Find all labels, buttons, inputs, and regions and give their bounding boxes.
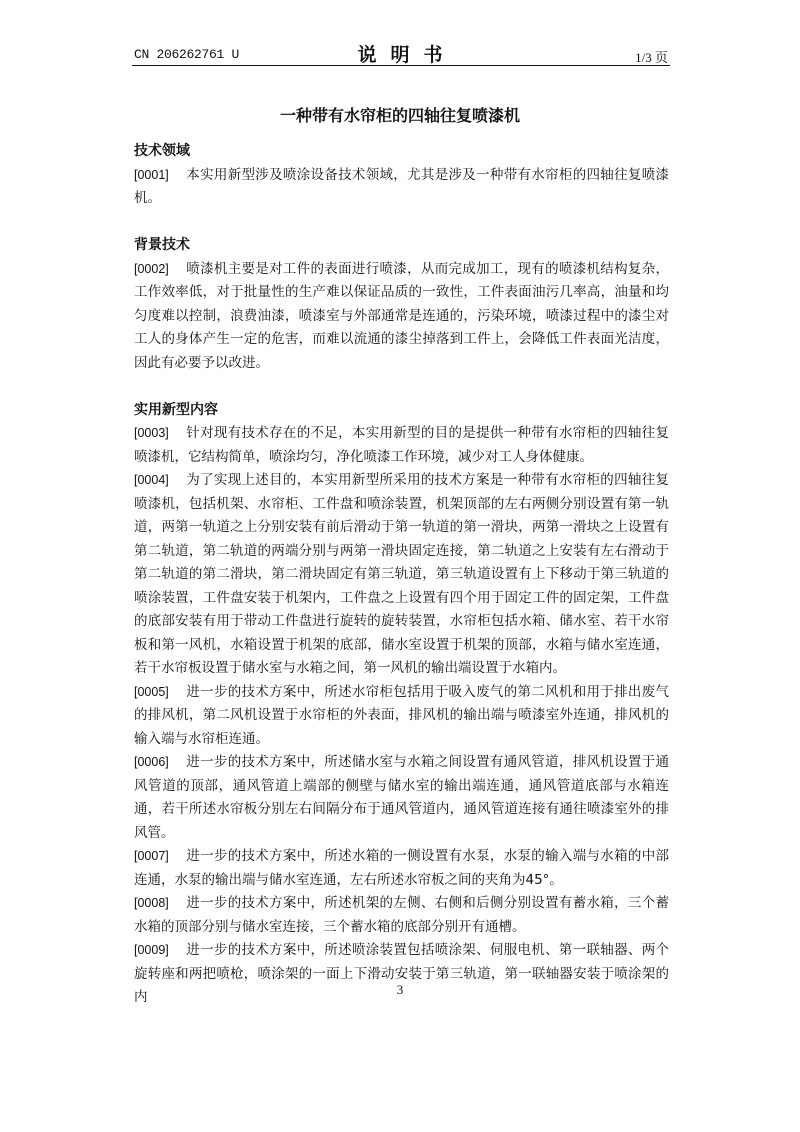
paragraph: [134, 845, 669, 892]
paragraph-number: [0004]: [134, 473, 169, 487]
document-body: [134, 140, 669, 1010]
paragraph: [134, 751, 669, 845]
paragraph-text: 进一步的技术方案中，所述水箱的一侧设置有水泵，水泵的输入端与水箱的中部连通，水泵的输出端与储水室连通，左右所述水帘板之间的夹角为45°。: [134, 848, 669, 888]
paragraph: [134, 258, 669, 376]
paragraph-number: [0009]: [134, 943, 169, 957]
paragraph: [134, 469, 669, 681]
paragraph-number: [0002]: [134, 261, 169, 276]
paragraph-number: [0006]: [134, 755, 169, 769]
paragraph-text: 为了实现上述目的，本实用新型所采用的技术方案是一种带有水帘柜的四轴往复喷漆机，包括机架、水帘柜、工件盘和喷涂装置，机架顶部的左右两侧分别设置有第一轨道，两第一轨道之上分别安装有前后滑动于第一轨道的第一滑块，两第一滑块之上设置有第二轨道，第二轨道的两端分别与两第一滑块固定连接，第二轨道之上安装有左右滑动于第二轨道的第二滑块，第二滑块固定有第三轨道，第三轨道设置有上下移动于第三轨道的喷涂装置，工件盘安装于机架内，工件盘之上设置有四个用于固定工件的固定架，工件盘的底部安装有用于带动工件盘进行旋转的旋转装置，水帘柜包括水箱、储水室、若干水帘板和第一风机，水箱设置于机架的底部，储水室设置于机架的顶部，水箱与储水室连通，若干水帘板设置于储水室与水箱之间，第一风机的输出端设置于水箱内。: [134, 472, 669, 676]
section-heading: 背景技术: [134, 237, 190, 253]
paragraph-text: 针对现有技术存在的不足，本实用新型的目的是提供一种带有水帘柜的四轴往复喷漆机，它结构简单，喷涂均匀，净化喷漆工作环境，减少对工人身体健康。: [134, 425, 669, 465]
paragraph: [134, 422, 669, 469]
document-type: 说明书: [357, 44, 457, 66]
patent-number: CN 206262761 U: [134, 47, 240, 62]
header-rule: [132, 65, 670, 66]
paragraph-text: 本实用新型涉及喷涂设备技术领域，尤其是涉及一种带有水帘柜的四轴往复喷漆机。: [134, 166, 669, 206]
paragraph-number: [0005]: [134, 684, 169, 699]
paragraph-text: 进一步的技术方案中，所述水帘柜包括用于吸入废气的第二风机和用于排出废气的排风机，第二风机设置于水帘柜的外表面，排风机的输出端与喷漆室外连通，排风机的输入端与水帘柜连通。: [134, 683, 669, 747]
page-number: 3: [396, 982, 404, 997]
document-title: 一种带有水帘柜的四轴往复喷漆机: [279, 106, 520, 125]
paragraph: [134, 681, 669, 752]
page-indicator: 1/3 页: [635, 50, 668, 65]
section-heading: 实用新型内容: [134, 401, 218, 418]
paragraph-text: 进一步的技术方案中，所述喷涂装置包括喷涂架、伺服电机、第一联轴器、两个旋转座和两把喷枪，喷涂架的一面上下滑动安装于第三轨道，第一联轴器安装于喷涂架的内: [134, 942, 669, 1005]
paragraph-number: [0003]: [134, 426, 169, 440]
paragraph-text: 进一步的技术方案中，所述储水室与水箱之间设置有通风管道，排风机设置于通风管道的顶部，通风管道上端部的侧壁与储水室的输出端连通，通风管道底部与水箱连通，若干所述水帘板分别左右间隔分布于通风管道内，通风管道连接有通往喷漆室外的排风管。: [134, 754, 669, 841]
paragraph: [134, 164, 669, 211]
paragraph: [134, 939, 669, 1010]
paragraph-text: 喷漆机主要是对工件的表面进行喷漆，从而完成加工，现有的喷漆机结构复杂，工作效率低，对于批量性的生产难以保证品质的一致性，工件表面油污几率高，油量和均匀度难以控制，浪费油漆，喷漆室与外部通常是连通的，污染环境，喷漆过程中的漆尘对工人的身体产生一定的危害，而难以流通的漆尘掉落到工件上，会降低工件表面光洁度，因此有必要予以改进。: [134, 260, 669, 371]
section-heading: 技术领域: [134, 143, 190, 159]
paragraph-text: 进一步的技术方案中，所述机架的左侧、右侧和后侧分别设置有蓄水箱，三个蓄水箱的顶部分别与储水室连接，三个蓄水箱的底部分别开有通槽。: [134, 895, 669, 935]
paragraph-number: [0001]: [134, 167, 169, 182]
paragraph: [134, 892, 669, 939]
paragraph-number: [0007]: [134, 849, 169, 863]
paragraph-number: [0008]: [134, 896, 169, 910]
